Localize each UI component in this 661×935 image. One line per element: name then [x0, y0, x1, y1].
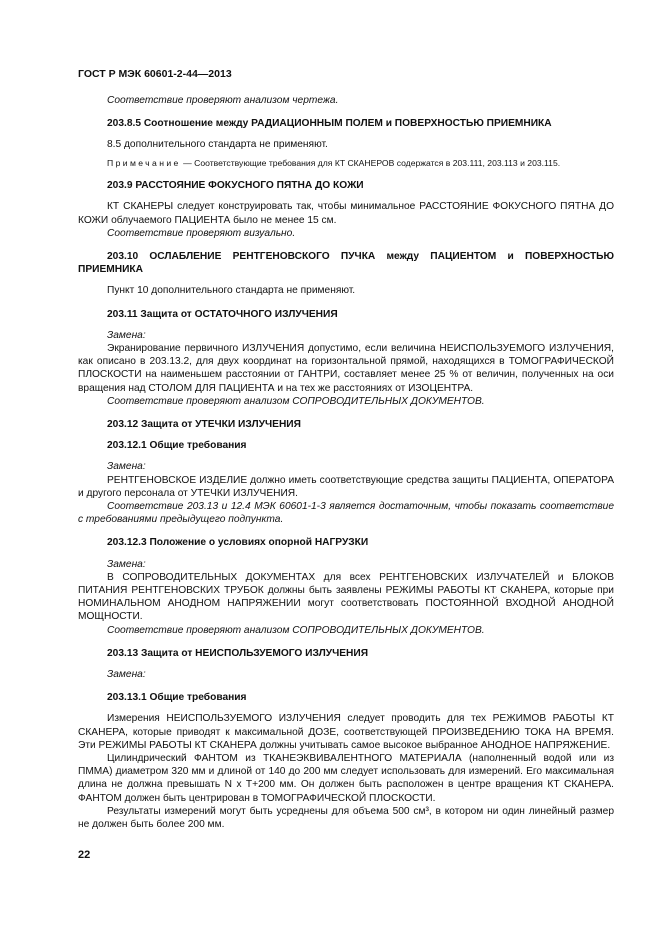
note-text: — Соответствующие требования для КТ СКАНЕРОВ содержатся в 203.111, 203.113 и 203.115.: [180, 157, 561, 168]
running-header: ГОСТ Р МЭК 60601-2-44—2013: [78, 68, 232, 80]
section-heading: 203.12 Защита от УТЕЧКИ ИЗЛУЧЕНИЯ: [107, 418, 301, 430]
replacement-label: Замена:: [107, 329, 146, 341]
replacement-label: Замена:: [107, 558, 146, 570]
section-heading: 203.12.3 Положение о условиях опорной НАГРУЗКИ: [107, 537, 369, 549]
section-heading: 203.12.1 Общие требования: [107, 440, 247, 452]
note-label: Примечание: [107, 157, 181, 168]
body-paragraph: Цилиндрический ФАНТОМ из ТКАНЕЭКВИВАЛЕНТНОГО МАТЕРИАЛА (наполненный водой или из ПММА) диаметром 320 мм и длиной от 140 до 200 мм следует использовать для измерений. Его максимальная длина не должна превышать N x T+200 мм. Он должен быть расположен в центре вращения КТ СКАНЕРА. ФАНТОМ должен быть центрирован в ТОМОГРАФИЧЕСКОЙ ПЛОСКОСТИ.: [78, 753, 614, 804]
body-paragraph: Экранирование первичного ИЗЛУЧЕНИЯ допустимо, если величина НЕИСПОЛЬЗУЕМОГО ИЗЛУЧЕНИЯ, как описано в 203.13.2, для двух координат на горизонтальной прямой, находящихся в ТОМОГРАФИЧЕСКОЙ ПЛОСКОСТИ на наименьшем расстоянии от ГАНТРИ, составляет менее 25 % от величин, полученных на оси вращения над СТОЛОМ ДЛЯ ПАЦИЕНТА и на тех же расстояниях от ИЗОЦЕНТРА.: [78, 342, 614, 394]
compliance-text: Соответствие проверяют анализом СОПРОВОДИТЕЛЬНЫХ ДОКУМЕНТОВ.: [107, 624, 485, 636]
compliance-text: Соответствие проверяют анализом СОПРОВОДИТЕЛЬНЫХ ДОКУМЕНТОВ.: [107, 395, 485, 407]
body-paragraph: Результаты измерений могут быть усреднены для объема 500 см³, в котором ни один линейный размер не должен быть более 200 мм.: [78, 805, 614, 831]
section-heading: 203.13 Защита от НЕИСПОЛЬЗУЕМОГО ИЗЛУЧЕНИЯ: [107, 647, 369, 659]
compliance-text: Соответствие проверяют визуально.: [107, 227, 296, 239]
body-paragraph: Пункт 10 дополнительного стандарта не применяют.: [107, 285, 356, 297]
page-number: 22: [78, 849, 91, 861]
body-paragraph: РЕНТГЕНОВСКОЕ ИЗДЕЛИЕ должно иметь соответствующие средства защиты ПАЦИЕНТА, ОПЕРАТОРА и другого персонала от УТЕЧКИ ИЗЛУЧЕНИЯ.: [78, 474, 614, 499]
compliance-text: Соответствие 203.13 и 12.4 МЭК 60601-1-3 является достаточным, чтобы показать соответствие с требованиями предыдущего подпункта.: [78, 500, 614, 526]
section-heading: 203.13.1 Общие требования: [107, 692, 247, 704]
body-paragraph: КТ СКАНЕРЫ следует конструировать так, чтобы минимальное РАССТОЯНИЕ ФОКУСНОГО ПЯТНА ДО КОЖИ облучаемого ПАЦИЕНТА было не менее 15 см.: [78, 201, 614, 226]
compliance-text: Соответствие проверяют анализом чертежа.: [107, 95, 339, 106]
body-paragraph: Измерения НЕИСПОЛЬЗУЕМОГО ИЗЛУЧЕНИЯ следует проводить для тех РЕЖИМОВ РАБОТЫ КТ СКАНЕРА, которые приводят к максимальной ДОЗЕ, соответствующей ПРОИЗВЕДЕНИЮ ТОКА НА ВРЕМЯ. Эти РЕЖИМЫ РАБОТЫ КТ СКАНЕРА должны учитывать самое высокое выбранное АНОДНОЕ НАПРЯЖЕНИЕ.: [78, 713, 614, 751]
section-heading: 203.9 РАССТОЯНИЕ ФОКУСНОГО ПЯТНА ДО КОЖИ: [107, 180, 364, 192]
replacement-label: Замена:: [107, 669, 146, 680]
section-heading: 203.8.5 Соотношение между РАДИАЦИОННЫМ ПОЛЕМ и ПОВЕРХНОСТЬЮ ПРИЕМНИКА: [107, 118, 552, 130]
replacement-label: Замена:: [107, 461, 146, 473]
section-heading: 203.11 Защита от ОСТАТОЧНОГО ИЗЛУЧЕНИЯ: [107, 308, 338, 320]
body-paragraph: В СОПРОВОДИТЕЛЬНЫХ ДОКУМЕНТАХ для всех РЕНТГЕНОВСКИХ ИЗЛУЧАТЕЛЕЙ и БЛОКОВ ПИТАНИЯ РЕНТГЕНОВСКИХ ТРУБОК должны быть заявлены РЕЖИМЫ РАБОТЫ КТ СКАНЕРА, которые при НОМИНАЛЬНОМ АНОДНОМ НАПРЯЖЕНИИ могут соответствовать ПОСТОЯННОЙ ВХОДНОЙ АНОДНОЙ МОЩНОСТИ.: [78, 571, 614, 623]
note-paragraph: [78, 158, 614, 170]
body-paragraph: 8.5 дополнительного стандарта не применяют.: [107, 139, 328, 151]
section-heading: 203.10 ОСЛАБЛЕНИЕ РЕНТГЕНОВСКОГО ПУЧКА между ПАЦИЕНТОМ и ПОВЕРХНОСТЬЮ ПРИЕМНИКА: [78, 250, 614, 276]
